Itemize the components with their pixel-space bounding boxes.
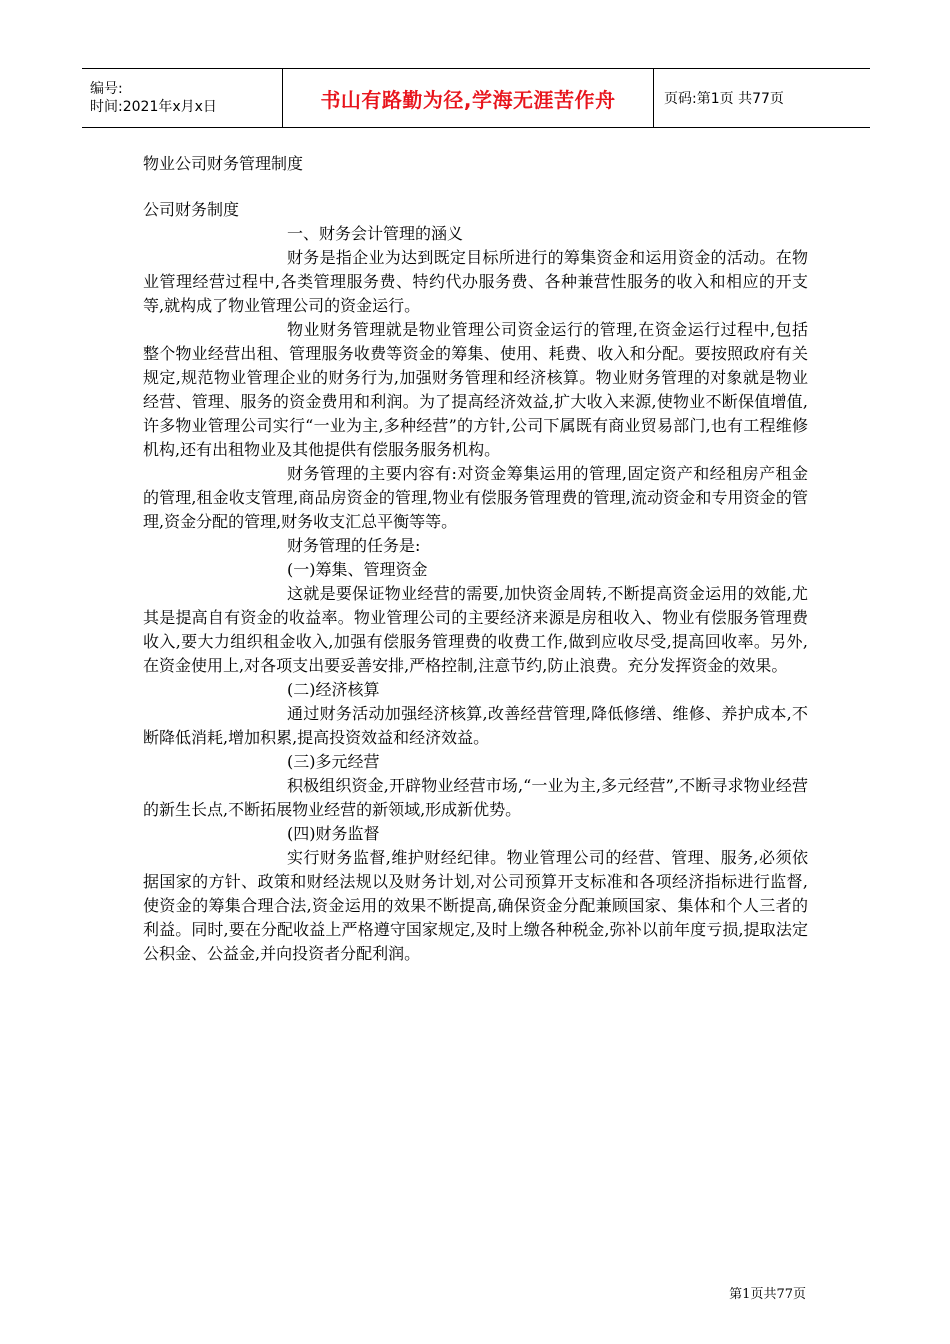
document-subtitle: 公司财务制度 — [143, 200, 240, 219]
document-title: 物业公司财务管理制度 — [143, 154, 304, 173]
header-page-cell — [654, 69, 870, 127]
document-time-label: 时间:2021年x月x日 — [90, 99, 217, 115]
paragraph: 物业财务管理就是物业管理公司资金运行的管理,在资金运行过程中,包括整个物业经营出租、管理服务收费等资金的筹集、使用、耗费、收入和分配。要按照政府有关规定,规范物业管理企业的财务行为,加强财务管理和经济核算。物业财务管理的对象就是物业经营、管理、服务的资金费用和利润。为了提高经济效益,扩大收入来源,使物业不断保值增值,许多物业管理公司实行“一业为主,多种经营”的方针,公司下属既有商业贸易部门,也有工程维修机构,还有出租物业及其他提供有偿服务服务机构。 — [143, 320, 808, 459]
document-body — [143, 152, 808, 966]
paragraph: 财务是指企业为达到既定目标所进行的筹集资金和运用资金的活动。在物业管理经营过程中,各类管理服务费、特约代办服务费、各种兼营性服务的收入和相应的开支等,就构成了物业管理公司的资金运行。 — [143, 248, 808, 315]
paragraph: 这就是要保证物业经营的需要,加快资金周转,不断提高资金运用的效能,尤其是提高自有资金的收益率。物业管理公司的主要经济来源是房租收入、物业有偿服务管理费收入,要大力组织租金收入,加强有偿服务管理费的收费工作,做到应收尽受,提高回收率。另外,在资金使用上,对各项支出要妥善安排,严格控制,注意节约,防止浪费。充分发挥资金的效果。 — [143, 584, 808, 675]
header-page-number: 页码:第1页 共77页 — [664, 91, 784, 107]
paragraph: 实行财务监督,维护财经纪律。物业管理公司的经营、管理、服务,必须依据国家的方针、政策和财经法规以及财务计划,对公司预算开支标准和各项经济指标进行监督,使资金的筹集合理合法,资金运用的效果不断提高,确保资金分配兼顾国家、集体和个人三者的利益。同时,要在分配收益上严格遵守国家规定,及时上缴各种税金,弥补以前年度亏损,提取法定公积金、公益金,并向投资者分配利润。 — [143, 848, 808, 963]
section-heading: 一、财务会计管理的涵义 — [287, 224, 464, 243]
paragraph: 财务管理的任务是: — [287, 536, 421, 555]
header-table — [82, 68, 870, 128]
paragraph: 财务管理的主要内容有:对资金筹集运用的管理,固定资产和经租房产租金的管理,租金收支管理,商品房资金的管理,物业有偿服务管理费的管理,流动资金和专用资金的管理,资金分配的管理,财务收支汇总平衡等等。 — [143, 464, 808, 531]
header-motto-cell — [282, 69, 654, 127]
paragraph: 积极组织资金,开辟物业经营市场,“一业为主,多元经营”,不断寻求物业经营的新生长点,不断拓展物业经营的新领域,形成新优势。 — [143, 776, 808, 819]
subsection-heading: (三)多元经营 — [287, 752, 380, 771]
header-left-cell — [82, 69, 282, 127]
subsection-heading: (四)财务监督 — [287, 824, 380, 843]
footer-page-number: 第1页共77页 — [729, 1287, 806, 1302]
paragraph: 通过财务活动加强经济核算,改善经营管理,降低修缮、维修、养护成本,不断降低消耗,增加积累,提高投资效益和经济效益。 — [143, 704, 808, 747]
document-number-label: 编号: — [90, 81, 123, 97]
subsection-heading: (一)筹集、管理资金 — [287, 560, 428, 579]
header-motto: 书山有路勤为径,学海无涯苦作舟 — [320, 87, 616, 112]
subsection-heading: (二)经济核算 — [287, 680, 380, 699]
